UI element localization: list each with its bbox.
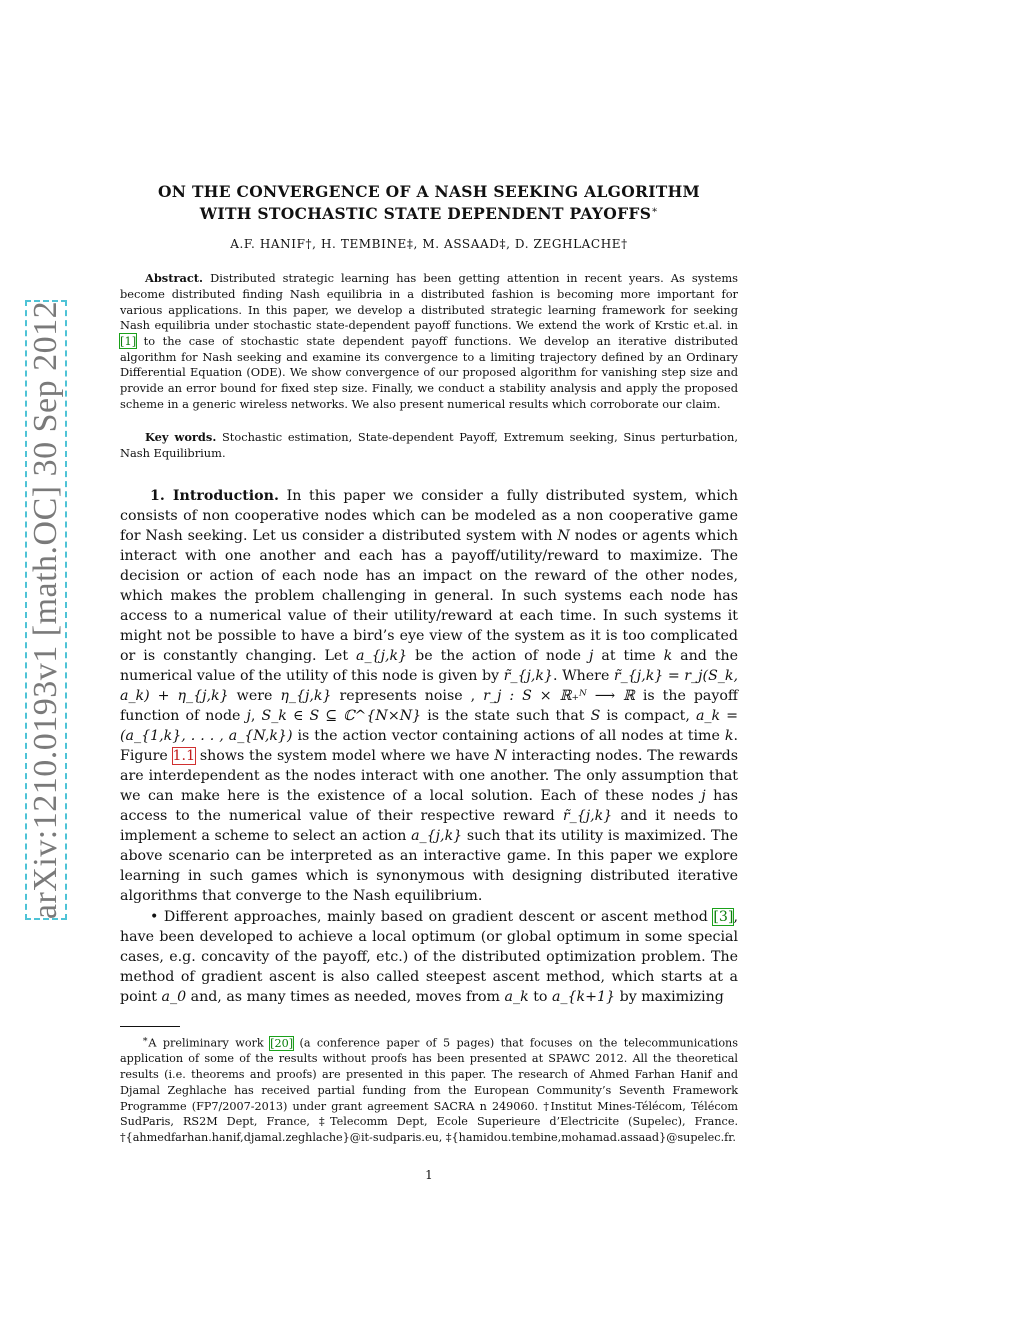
figure-link[interactable]: 1.1 (172, 747, 196, 764)
citation-link[interactable]: [20] (270, 1036, 294, 1050)
citation-link[interactable]: [1] (120, 333, 137, 348)
footnote (120, 1032, 738, 1146)
approaches-paragraph (120, 907, 738, 1007)
page-number: 1 (425, 1168, 433, 1182)
author-list: A.F. HANIF†, H. TEMBINE‡, M. ASSAAD‡, D. ZEGHLACHE† (230, 237, 628, 252)
math-inline: r̃_{j,k} = r_j(S_k, a_k) + η_{j,k} (120, 667, 738, 704)
math-inline: j (246, 707, 251, 724)
math-inline: j (588, 647, 594, 664)
text-run: (a conference paper of 5 pages) that focuses on the telecommunications application of some of the results without proofs has been presented at SPAWC 2012. All the theoretical results (i.e. theorems and proofs) are presented in this paper. The research of Ahmed Farhan Hanif and Djamal Zeghlache has received partial funding from the European Community’s Seventh Framework Programme (FP7/2007-2013) under grant agreement SACRA n 249060. †Institut Mines-Télécom, Télécom SudParis, RS2M Dept, France, ‡Telecomm Dept, Ecole Superieure d’Electricite (Supelec), France. †{ahmedfarhan.hanif,djamal.zeghlache}@it-sudparis.eu, ‡{hamidou.tembine,mohamad.assaad}@supelec.fr. (120, 1036, 738, 1144)
math-inline: r̃_{j,k} (562, 807, 613, 824)
math-inline: N (557, 527, 570, 544)
math-inline: r̃_{j,k} (503, 667, 554, 684)
title-line-2: WITH STOCHASTIC STATE DEPENDENT PAYOFFS (199, 204, 652, 224)
math-inline: k (663, 647, 673, 664)
text-run: at time (601, 647, 656, 664)
text-run: to (533, 988, 548, 1005)
text-run: and it needs to implement a scheme to select an action (120, 807, 739, 844)
math-inline: a_k = (a_{1,k}, . . . , a_{N,k}) (120, 707, 739, 744)
text-run: be the action of node (415, 647, 581, 664)
text-run: has access to the numerical value of their respective reward (120, 787, 738, 824)
paper-page (120, 182, 738, 1007)
text-run: In this paper we consider a fully distributed system, which consists of non cooperative nodes which can be modeled as a non cooperative game for Nash seeking. Let us consider a distributed system with (120, 487, 738, 544)
text-run: interacting nodes. The rewards are interdependent as the nodes interact with one another. The only assumption that we can make here is the existence of a local solution. Each of these nodes (120, 747, 738, 804)
math-inline: a_{j,k} (356, 647, 408, 664)
keywords-label: Key words. (145, 430, 217, 445)
abstract-text-2: to the case of stochastic state dependent payoff functions. We develop an iterative distributed algorithm for Nash seeking and examine its convergence to a limiting trajectory defined by an Ordinary Differential Equation (ODE). We show convergence of our proposed algorithm for vanishing step size and provide an error bound for fixed step size. Finally, we conduct a stability analysis and apply the proposed scheme in a generic wireless networks. We also present numerical results which corroborate our claim. (120, 333, 738, 411)
math-inline: S (590, 707, 601, 724)
keywords (120, 430, 738, 461)
math-inline: η_{j,k} (280, 687, 332, 704)
math-inline: S_k ∈ S ⊆ ℂ^{N×N} (261, 707, 422, 724)
text-run: such that its utility is maximized. The above scenario can be interpreted as an interactive game. In this paper we explore learning in such games which is synonymous with designing distributed iterative algorithms that converge to the Nash equilibrium. (120, 827, 738, 904)
section-heading: 1. Introduction. (150, 487, 279, 504)
paper-title (120, 182, 738, 223)
text-run: . Figure (120, 727, 739, 764)
footnote-divider (120, 1026, 180, 1027)
text-run: and the numerical value of the utility of this node is given by (120, 647, 739, 684)
text-run: were (236, 687, 273, 704)
text-run: is the payoff function of node (120, 687, 739, 724)
arxiv-identifier: arXiv:1210.0193v1 [math.OC] 30 Sep 2012 (27, 300, 64, 920)
abstract-text: Distributed strategic learning has been getting attention in recent years. As systems become distributed finding Nash equilibria in a distributed fashion is becoming more important for various applications. In this paper, we develop a distributed strategic learning framework for seeking Nash equilibria under stochastic state-dependent payoff functions. We extend the work of Krstic et.al. in (120, 271, 738, 333)
abstract-label: Abstract. (145, 271, 204, 286)
footnote-mark: ∗ (142, 1034, 149, 1045)
text-run: is compact, (606, 707, 690, 724)
text-run: shows the system model where we have (199, 747, 490, 764)
math-inline: a_k (504, 988, 529, 1005)
text-run: and, as many times as needed, moves from (190, 988, 501, 1005)
text-run: is the action vector containing actions of all nodes at time (297, 727, 720, 744)
text-run: by maximizing (619, 988, 724, 1005)
title-footnote-mark: ∗ (651, 205, 659, 216)
math-inline: a_{k+1} (551, 988, 616, 1005)
text-run: nodes or agents which interact with one another and each has a payoff/utility/reward to maximize. The decision or action of each node has an impact on the reward of the other nodes, which makes the problem challenging in general. In such systems each node has access to a numerical value of their utility/reward at each time. In such systems it might not be possible to have a bird’s eye view of the system as it is too complicated or is constantly changing. Let (120, 527, 738, 664)
text-run: • Different approaches, mainly based on gradient descent or ascent method (150, 908, 708, 925)
math-inline: r_j : S × ℝ₊ᴺ ⟶ ℝ (483, 687, 635, 704)
math-inline: j (701, 787, 706, 804)
math-inline: a_0 (161, 988, 187, 1005)
math-inline: a_{j,k} (411, 827, 463, 844)
math-inline: k (724, 727, 734, 744)
arxiv-identifier-stamp (25, 300, 67, 920)
title-line-1: ON THE CONVERGENCE OF A NASH SEEKING ALGORITHM (158, 182, 700, 201)
math-inline: N (494, 747, 507, 764)
text-run: represents noise , (339, 687, 476, 704)
keywords-text: Stochastic estimation, State-dependent Payoff, Extremum seeking, Sinus perturbation, Nash Equilibrium. (120, 430, 738, 461)
text-run: is the state such that (427, 707, 585, 724)
text-run: . Where (553, 667, 610, 684)
introduction-paragraph: 1. Introduction. In this paper we consider a fully distributed system, which consists of non cooperative nodes which can be modeled as a non cooperative game for Nash seeking. Let us consider a distributed system with N nodes or agents which interact with one another and each has a payoff/utility/reward to maximize. The decision or action of each node has an impact on the reward of the other nodes, which makes the problem challenging in general. In such systems each node has access to a numerical value of their utility/reward at each time. In such systems it might not be possible to have a bird’s eye view of the system as it is too complicated or is constantly changing. Let a_{j,k} be the action of node j at time k and the numerical value of the utility of this node is given by r̃_{j,k}. Where r̃_{j,k} = r_j(S_k, a_k) + η_{j,k} were η_{j,k} represents noise , r_j : S × ℝ₊ᴺ ⟶ ℝ is the payoff function of node j, S_k ∈ S ⊆ ℂ^{N×N} is the state such that S is compact, a_k = (a_{1,k}, . . . , a_{N,k}) is the action vector containing actions of all nodes at time k. Figure 1.1 shows the system model where we have N interacting nodes. The rewards are interdependent as the nodes interact with one another. The only assumption that we can make here is the existence of a local solution. Each of these nodes j has access to the numerical value of their respective reward r̃_{j,k} and it needs to implement a scheme to select an action a_{j,k} such that its utility is maximized. The above scenario can be interpreted as an interactive game. In this paper we explore learning in such games which is synonymous with designing distributed iterative algorithms that converge to the Nash equilibrium. (120, 487, 739, 904)
text-run: A preliminary work (148, 1036, 264, 1050)
citation-link[interactable]: [3] (713, 908, 734, 925)
text-run: , have been developed to achieve a local optimum (or global optimum in some special cases, e.g. concavity of the payoff, etc.) of the distributed optimization problem. The method of gradient ascent is also called steepest ascent method, which starts at a point (120, 908, 738, 1005)
abstract (120, 271, 738, 412)
